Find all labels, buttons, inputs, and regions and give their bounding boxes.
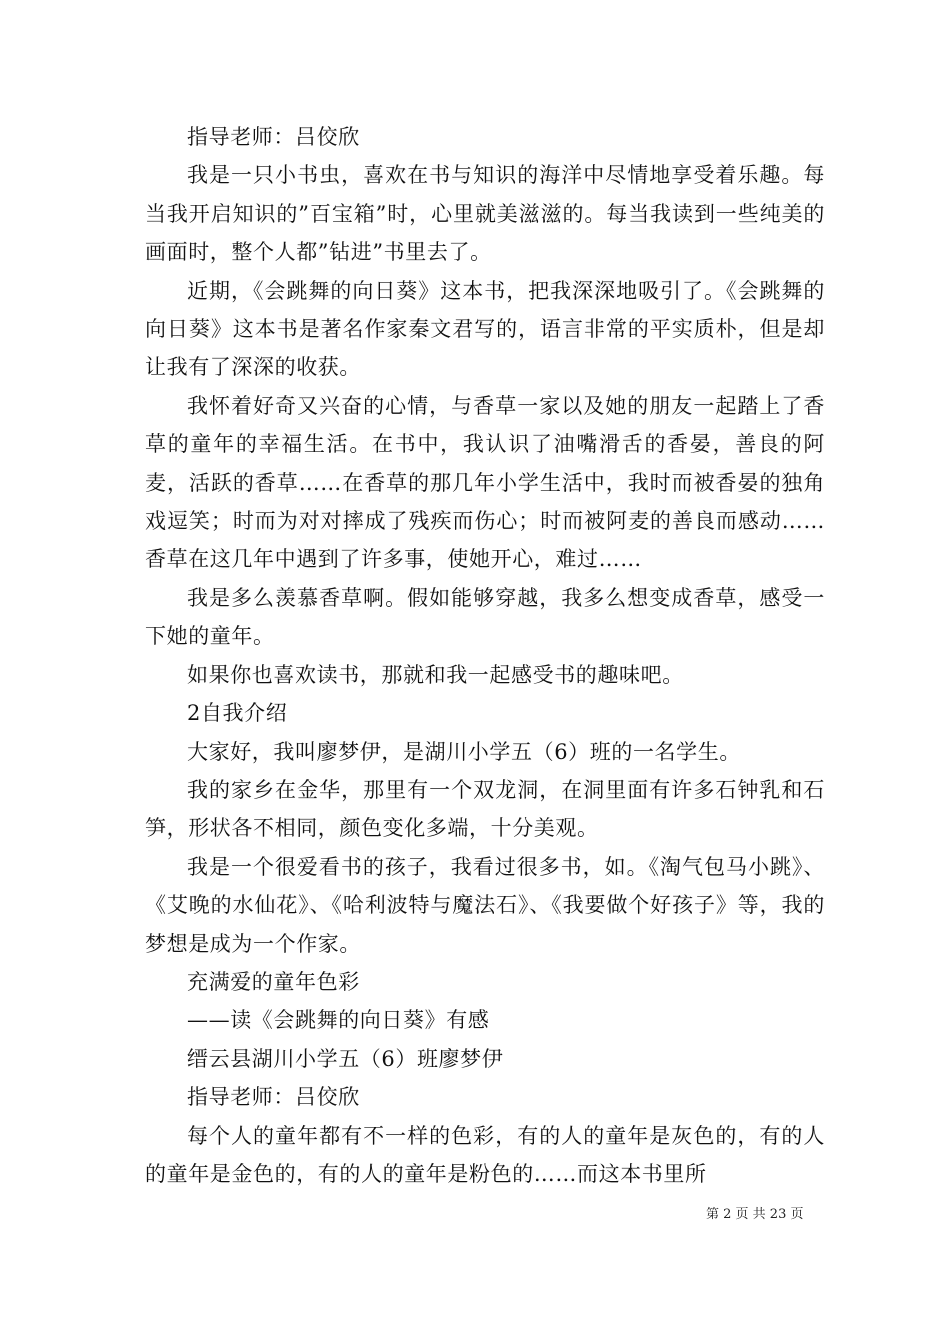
essay-subtitle: ——读《会跳舞的向日葵》有感 <box>187 1008 490 1033</box>
paragraph-bookworm: 我是一只小书虫，喜欢在书与知识的海洋中尽情地享受着乐趣。每当我开启知识的”百宝箱”时，心里就美滋滋的。每当我读到一些纯美的画面时，整个人都”钻进”书里去了。 <box>145 163 825 265</box>
section-heading-self-intro: 2自我介绍 <box>187 701 288 726</box>
paragraph-hometown: 我的家乡在金华，那里有一个双龙洞，在洞里面有许多石钟乳和石笋，形状各不相同，颜色变化多端，十分美观。 <box>145 777 825 841</box>
paragraph-recent-book: 近期，《会跳舞的向日葵》这本书，把我深深地吸引了。《会跳舞的向日葵》这本书是著名作家秦文君写的，语言非常的平实质朴，但是却让我有了深深的收获。 <box>145 278 825 380</box>
paragraph-story: 我怀着好奇又兴奋的心情，与香草一家以及她的朋友一起踏上了香草的童年的幸福生活。在书中，我认识了油嘴滑舌的香晏，善良的阿麦，活跃的香草……在香草的那几年小学生活中，我时而被香晏的独角戏逗笑；时而为对对摔成了残疾而伤心；时而被阿麦的善良而感动……香草在这几年中遇到了许多事，使她开心，难过…… <box>145 393 825 572</box>
paragraph-childhood-colors: 每个人的童年都有不一样的色彩，有的人的童年是灰色的，有的人的童年是金色的，有的人的童年是粉色的……而这本书里所 <box>145 1123 825 1186</box>
document-body <box>145 118 825 1193</box>
paragraph-envy: 我是多么羡慕香草啊。假如能够穿越，我多么想变成香草，感受一下她的童年。 <box>145 585 825 649</box>
essay-advisor: 指导老师：吕佼欣 <box>187 1085 360 1110</box>
essay-author: 缙云县湖川小学五（6）班廖梦伊 <box>187 1046 504 1071</box>
paragraph-advisor: 指导老师：吕佼欣 <box>187 125 360 149</box>
page-number-footer: 第 2 页 共 23 页 <box>706 1207 804 1222</box>
paragraph-invitation: 如果你也喜欢读书，那就和我一起感受书的趣味吧。 <box>187 662 684 687</box>
paragraph-greeting: 大家好，我叫廖梦伊，是湖川小学五（6）班的一名学生。 <box>187 739 741 764</box>
essay-title: 充满爱的童年色彩 <box>187 969 360 994</box>
paragraph-reading-hobby: 我是一个很爱看书的孩子，我看过很多书，如。《淘气包马小跳》、《艾晚的水仙花》、《哈利波特与魔法石》、《我要做个好孩子》等，我的梦想是成为一个作家。 <box>145 854 825 956</box>
